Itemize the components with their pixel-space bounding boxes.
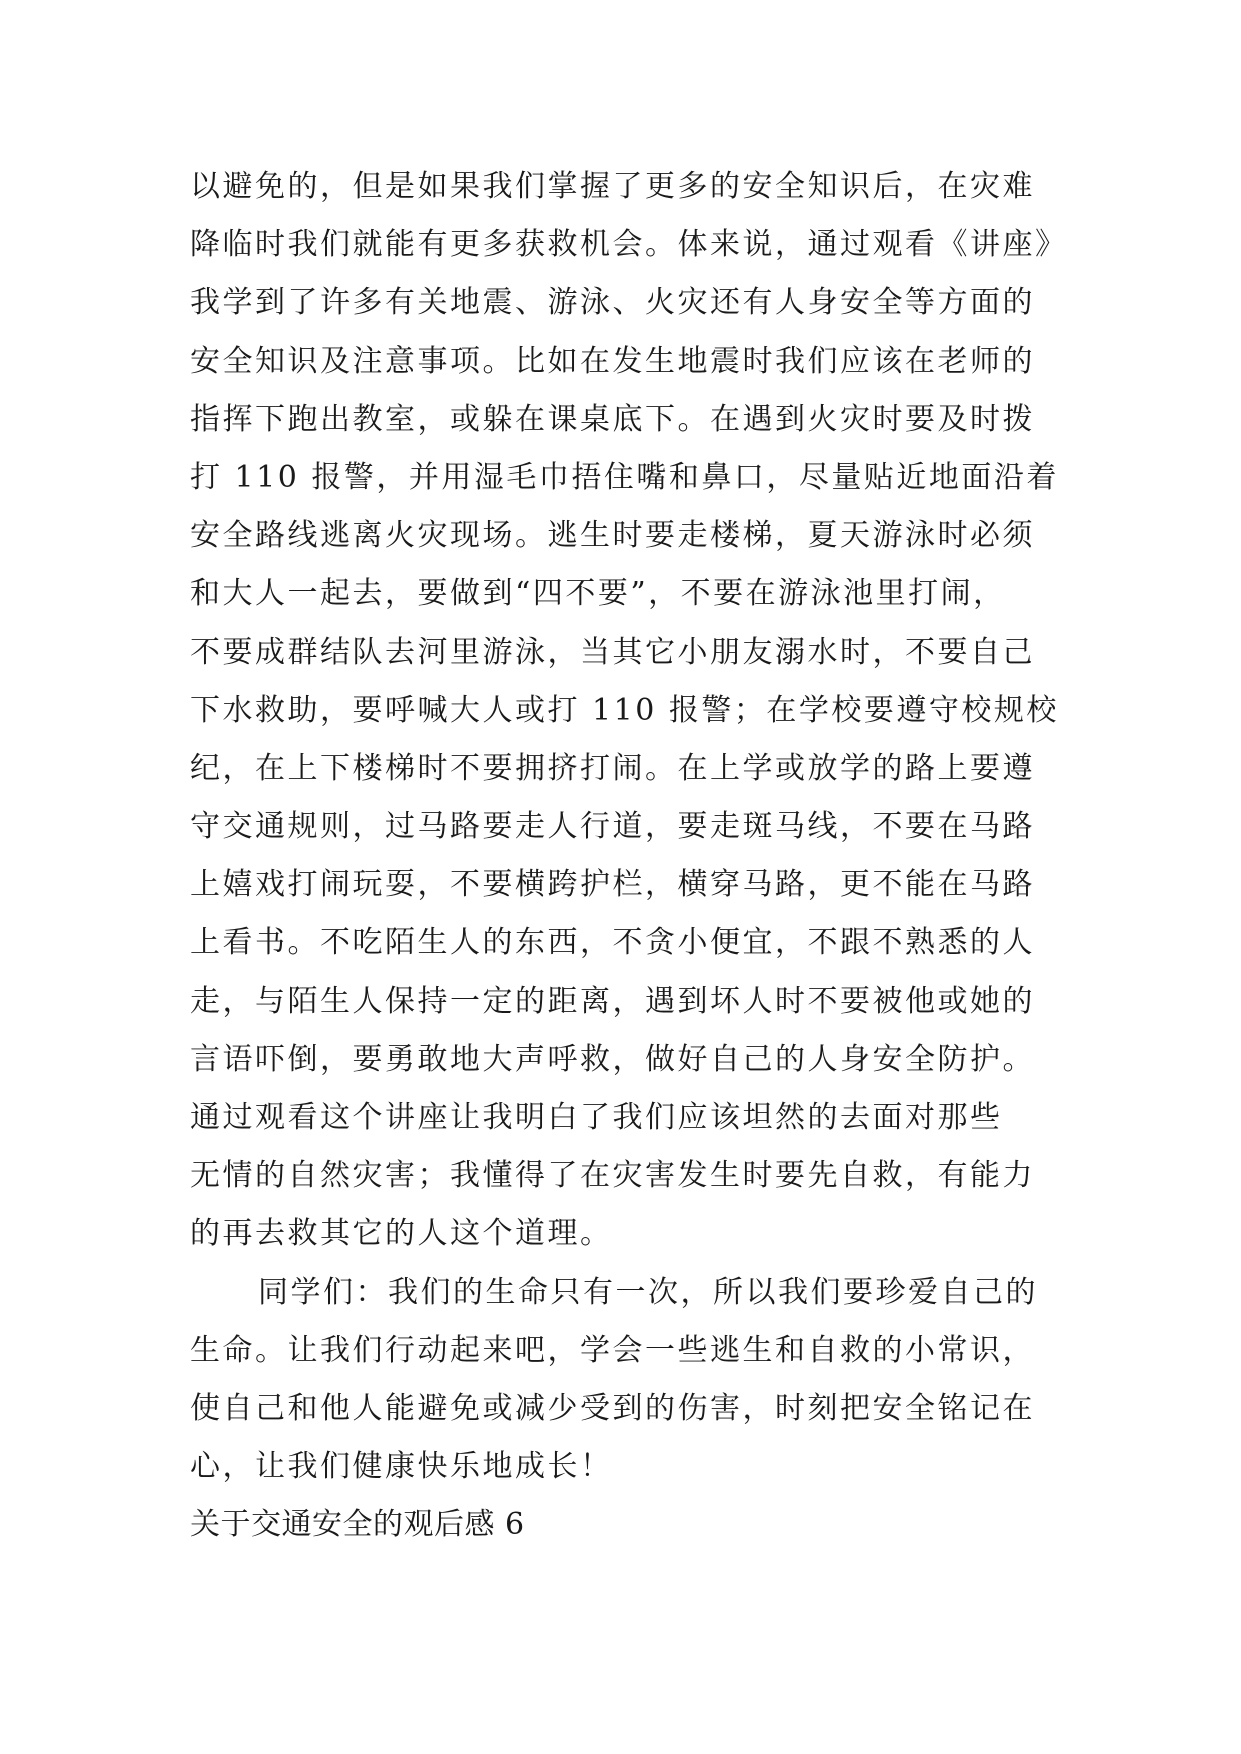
body-line-14: 上看书。不吃陌生人的东西，不贪小便宜，不跟不熟悉的人 bbox=[190, 925, 1035, 961]
body-line-2: 降临时我们就能有更多获救机会。体来说，通过观看《讲座》 bbox=[190, 227, 1068, 263]
body-line-20: 同学们：我们的生命只有一次，所以我们要珍爱自己的 bbox=[258, 1274, 1038, 1310]
body-line-18: 无情的自然灾害；我懂得了在灾害发生时要先自救，有能力 bbox=[190, 1158, 1035, 1194]
body-line-22: 使自己和他人能避免或减少受到的伤害，时刻把安全铭记在 bbox=[190, 1390, 1035, 1426]
body-line-13: 上嬉戏打闹玩耍，不要横跨护栏，横穿马路，更不能在马路 bbox=[190, 867, 1035, 903]
body-line-4: 安全知识及注意事项。比如在发生地震时我们应该在老师的 bbox=[190, 343, 1035, 379]
body-line-1: 以避免的，但是如果我们掌握了更多的安全知识后，在灾难 bbox=[190, 169, 1035, 204]
body-line-17: 通过观看这个讲座让我明白了我们应该坦然的去面对那些 bbox=[190, 1100, 1003, 1135]
body-line-23: 心，让我们健康快乐地成长！ bbox=[190, 1449, 613, 1485]
body-line-19: 的再去救其它的人这个道理。 bbox=[190, 1216, 613, 1252]
body-line-16: 言语吓倒，要勇敢地大声呼救，做好自己的人身安全防护。 bbox=[190, 1041, 1035, 1077]
body-line-11: 纪，在上下楼梯时不要拥挤打闹。在上学或放学的路上要遵 bbox=[190, 750, 1035, 786]
body-line-8: 和大人一起去，要做到“四不要”，不要在游泳池里打闹， bbox=[190, 576, 1006, 612]
body-line-10: 下水救助，要呼喊大人或打 110 报警；在学校要遵守校规校 bbox=[190, 692, 1059, 728]
body-line-21: 生命。让我们行动起来吧，学会一些逃生和自救的小常识， bbox=[190, 1332, 1035, 1368]
body-line-12: 守交通规则，过马路要走人行道，要走斑马线，不要在马路 bbox=[190, 809, 1035, 845]
body-line-6: 打 110 报警，并用湿毛巾捂住嘴和鼻口，尽量贴近地面沿着 bbox=[190, 459, 1059, 495]
body-line-3: 我学到了许多有关地震、游泳、火灾还有人身安全等方面的 bbox=[190, 285, 1035, 321]
document-body bbox=[190, 158, 1070, 1555]
body-line-15: 走，与陌生人保持一定的距离，遇到坏人时不要被他或她的 bbox=[190, 983, 1035, 1019]
body-line-5: 指挥下跑出教室，或躲在课桌底下。在遇到火灾时要及时拨 bbox=[190, 401, 1035, 437]
body-line-9: 不要成群结队去河里游泳，当其它小朋友溺水时，不要自己 bbox=[190, 634, 1035, 670]
section-heading: 关于交通安全的观后感 6 bbox=[190, 1507, 525, 1543]
body-line-7: 安全路线逃离火灾现场。逃生时要走楼梯，夏天游泳时必须 bbox=[190, 518, 1035, 554]
